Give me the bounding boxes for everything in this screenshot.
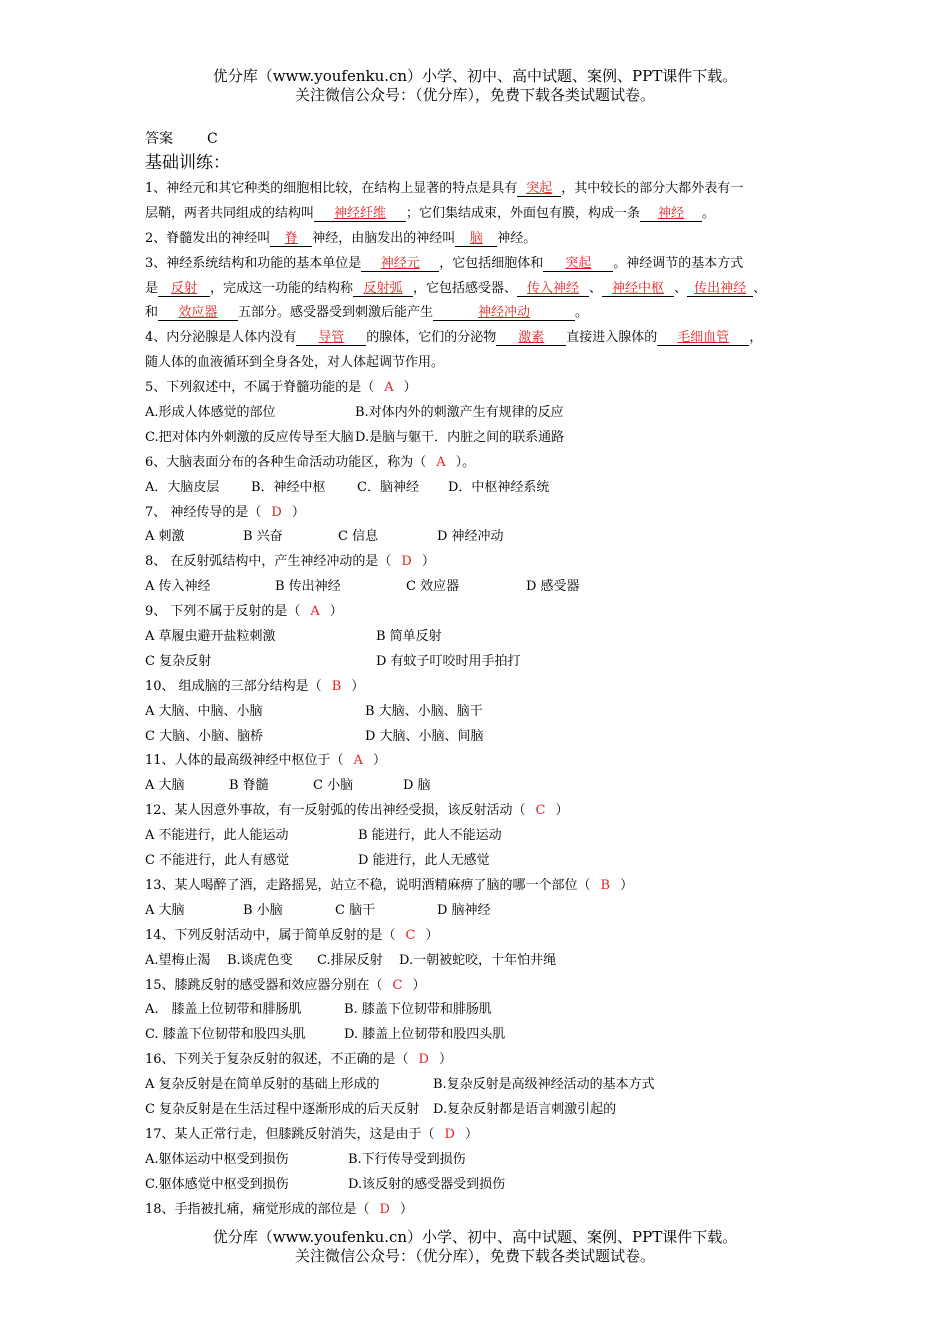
question-13-answer: B	[600, 877, 611, 893]
question-8-option: B 传出神经	[275, 579, 341, 595]
question-15-options-row	[145, 1023, 825, 1048]
question-11-answer: A	[353, 753, 363, 769]
q2-line: 2、脊髓发出的神经叫 脊 神经，由脑发出的神经叫 脑 神经。	[145, 230, 537, 246]
question-7-answer: D	[271, 504, 282, 520]
q3-blank-5: 传入神经	[517, 281, 589, 297]
question-15-options-row	[145, 998, 825, 1023]
question-16-option: C 复杂反射是在生活过程中逐渐形成的后天反射	[145, 1101, 420, 1117]
question-8-stem: 8、 在反射弧结构中，产生神经冲动的是（ D ）	[145, 554, 435, 570]
question-13-option: C 脑干	[335, 902, 376, 918]
question-5-options-row	[145, 426, 825, 451]
question-11-option: D 脑	[403, 778, 431, 794]
document-body	[145, 128, 825, 1222]
question-12-stem: 12、某人因意外事故，有一反射弧的传出神经受损，该反射活动（ C ）	[145, 803, 569, 819]
question-10-option: B 大脑、小脑、脑干	[365, 703, 483, 719]
multiple-choice-list	[145, 376, 825, 1222]
q1-blank-3: 神经	[640, 206, 702, 222]
q3-line-2: 是 反射 ，完成这一功能的结构称 反射弧 ，它包括感受器、 传入神经 、 神经中枢 、 传出神经 、	[145, 280, 767, 296]
question-9-option: D 有蚊子叮咬时用手拍打	[376, 653, 521, 669]
question-8-option: C 效应器	[406, 579, 460, 595]
question-16-option: B.复杂反射是高级神经活动的基本方式	[433, 1077, 655, 1093]
question-5-option: C.把对体内外刺激的反应传导至大脑	[145, 429, 354, 445]
question-13-option: B 小脑	[243, 902, 283, 918]
question-10-answer: B	[331, 678, 342, 694]
question-14-answer: C	[405, 927, 416, 943]
question-6-answer: A	[436, 454, 446, 470]
question-7-option: C 信息	[338, 529, 379, 545]
question-15-option: A. 膝盖上位韧带和腓肠肌	[145, 1002, 302, 1018]
question-16-option: D.复杂反射都是语言刺激引起的	[433, 1101, 617, 1117]
question-16-answer: D	[418, 1052, 429, 1068]
question-13-option: A 大脑	[145, 902, 185, 918]
question-8-options-row	[145, 575, 825, 600]
question-12-option: A 不能进行，此人能运动	[145, 828, 289, 844]
q1-blank-1: 突起	[517, 181, 561, 197]
section-title: 基础训练：	[145, 153, 230, 173]
question-8-answer: D	[401, 554, 412, 570]
question-9-answer: A	[310, 604, 320, 620]
question-16-option: A 复杂反射是在简单反射的基础上形成的	[145, 1077, 380, 1093]
question-15-answer: C	[392, 977, 403, 993]
q2-blank-2: 脑	[455, 231, 497, 247]
question-11-option: C 小脑	[313, 778, 354, 794]
q3-line-3: 和 效应器 五部分。感受器受到刺激后能产生 神经冲动 。	[145, 305, 589, 321]
question-10-options-row	[145, 725, 825, 750]
question-11-option: A 大脑	[145, 778, 185, 794]
header-line-1: 优分库（www.youfenku.cn）小学、初中、高中试题、案例、PPT课件下载。	[212, 67, 738, 85]
q3-blank-3: 反射	[158, 281, 210, 297]
question-6-stem: 6、大脑表面分布的各种生命活动功能区，称为（ A ）。	[145, 454, 476, 470]
question-6-option: D．中枢神经系统	[448, 479, 550, 495]
question-7-option: B 兴奋	[243, 529, 283, 545]
question-14-option: D.一朝被蛇咬，十年怕井绳	[399, 952, 557, 968]
footer-line-1: 优分库（www.youfenku.cn）小学、初中、高中试题、案例、PPT课件下载。	[212, 1228, 738, 1246]
q4-blank-3: 毛细血管	[657, 330, 749, 346]
question-10-option: D 大脑、小脑、间脑	[365, 728, 484, 744]
question-17-stem: 17、某人正常行走，但膝跳反射消失，这是由于（ D ）	[145, 1126, 478, 1142]
question-14-options-row	[145, 949, 825, 974]
question-15-option: D. 膝盖上位韧带和股四头肌	[344, 1027, 506, 1043]
question-17-option: A.躯体运动中枢受到损伤	[145, 1151, 289, 1167]
q4-line-2: 随人体的血液循环到全身各处，对人体起调节作用。	[145, 355, 445, 371]
question-9-option: C 复杂反射	[145, 653, 212, 669]
question-8-option: A 传入神经	[145, 579, 211, 595]
question-7-options-row	[145, 525, 825, 550]
answer-value: C	[207, 131, 218, 147]
question-15-option: B. 膝盖下位韧带和腓肠肌	[344, 1002, 492, 1018]
question-17-options-row	[145, 1173, 825, 1198]
q3-blank-8: 效应器	[158, 305, 238, 321]
q3-blank-2: 突起	[543, 256, 613, 272]
question-10-option: A 大脑、中脑、小脑	[145, 703, 263, 719]
question-5-option: B.对体内外的刺激产生有规律的反应	[355, 405, 564, 421]
question-18-answer: D	[379, 1201, 390, 1217]
question-5-option: A.形成人体感觉的部位	[145, 405, 276, 421]
q4-line-1: 4、内分泌腺是人体内没有 导管 的腺体，它们的分泌物 激素 直接进入腺体的 毛细血管 ，	[145, 330, 763, 346]
question-5-answer: A	[384, 380, 394, 396]
question-7-option: A 刺激	[145, 529, 185, 545]
question-7-option: D 神经冲动	[437, 529, 504, 545]
q3-blank-9: 神经冲动	[433, 305, 575, 321]
question-16-stem: 16、下列关于复杂反射的叙述，不正确的是（ D ）	[145, 1052, 452, 1068]
question-12-options-row	[145, 849, 825, 874]
question-17-option: C.躯体感觉中枢受到损伤	[145, 1176, 289, 1192]
question-15-option: C. 膝盖下位韧带和股四头肌	[145, 1027, 306, 1043]
q1-line-1: 1、神经元和其它种类的细胞相比较，在结构上显著的特点是具有 突起 ，其中较长的部分大都外表有一	[145, 181, 744, 196]
question-16-options-row	[145, 1098, 825, 1123]
question-12-option: D 能进行，此人无感觉	[358, 853, 490, 869]
question-14-option: C.排尿反射	[317, 952, 383, 968]
question-17-option: B.下行传导受到损伤	[348, 1151, 466, 1167]
question-11-option: B 脊髓	[229, 778, 269, 794]
question-13-options-row	[145, 899, 825, 924]
question-17-option: D.该反射的感受器受到损伤	[348, 1176, 506, 1192]
question-12-option: B 能进行，此人不能运动	[358, 828, 502, 844]
footer-line-2: 关注微信公众号：（优分库），免费下载各类试题试卷。	[294, 1247, 655, 1265]
question-11-options-row	[145, 774, 825, 799]
q3-blank-7: 传出神经	[687, 281, 753, 297]
question-5-option: D.是脑与躯干．内脏之间的联系通路	[355, 429, 565, 445]
question-6-option: C．脑神经	[357, 479, 419, 495]
question-6-option: A．大脑皮层	[145, 479, 220, 495]
q3-blank-4: 反射弧	[353, 281, 413, 297]
question-9-option: B 简单反射	[376, 629, 442, 645]
question-16-options-row	[145, 1073, 825, 1098]
question-8-option: D 感受器	[526, 579, 580, 595]
page-footer	[0, 1228, 950, 1266]
header-line-2: 关注微信公众号：（优分库），免费下载各类试题试卷。	[294, 86, 655, 104]
question-14-stem: 14、下列反射活动中，属于简单反射的是（ C ）	[145, 927, 439, 943]
q2-blank-1: 脊	[270, 231, 312, 247]
question-13-option: D 脑神经	[437, 902, 491, 918]
q1-line-2: 层鞘，两者共同组成的结构叫 神经纤维 ；它们集结成束，外面包有膜，构成一条 神经 。	[145, 205, 716, 221]
question-6-option: B．神经中枢	[251, 479, 326, 495]
question-5-options-row	[145, 401, 825, 426]
question-7-stem: 7、 神经传导的是（ D ）	[145, 504, 305, 520]
question-10-stem: 10、 组成脑的三部分结构是（ B ）	[145, 678, 365, 694]
question-17-answer: D	[444, 1126, 455, 1142]
question-12-options-row	[145, 824, 825, 849]
question-10-option: C 大脑、小脑、脑桥	[145, 728, 264, 744]
question-10-options-row	[145, 700, 825, 725]
answer-label: 答案	[145, 131, 173, 147]
question-14-option: A.望梅止渴	[145, 952, 211, 968]
question-13-stem: 13、某人喝醉了酒，走路摇晃，站立不稳，说明酒精麻痹了脑的哪一个部位（ B ）	[145, 877, 634, 893]
question-15-stem: 15、膝跳反射的感受器和效应器分别在（ C ）	[145, 977, 426, 993]
q3-blank-1: 神经元	[361, 256, 439, 272]
q4-blank-1: 导管	[296, 330, 366, 346]
question-9-options-row	[145, 650, 825, 675]
q1-blank-2: 神经纤维	[314, 206, 406, 222]
question-12-option: C 不能进行，此人有感觉	[145, 853, 290, 869]
question-18-stem: 18、手指被扎痛，痛觉形成的部位是（ D ）	[145, 1201, 413, 1217]
answer-line	[145, 128, 825, 150]
question-12-answer: C	[535, 803, 546, 819]
question-9-option: A 草履虫避开盐粒刺激	[145, 629, 276, 645]
question-11-stem: 11、人体的最高级神经中枢位于（ A ）	[145, 753, 386, 769]
question-9-options-row	[145, 625, 825, 650]
q3-blank-6: 神经中枢	[602, 281, 674, 297]
question-9-stem: 9、 下列不属于反射的是（ A ）	[145, 604, 343, 620]
question-6-options-row	[145, 476, 825, 501]
q3-line-1: 3、神经系统结构和功能的基本单位是 神经元 ，它包括细胞体和 突起 。神经调节的基本方式	[145, 255, 744, 271]
question-17-options-row	[145, 1148, 825, 1173]
question-5-stem: 5、下列叙述中，不属于脊髓功能的是（ A ）	[145, 380, 417, 396]
question-14-option: B.谈虎色变	[227, 952, 293, 968]
page-header	[0, 67, 950, 105]
q4-blank-2: 激素	[496, 330, 566, 346]
